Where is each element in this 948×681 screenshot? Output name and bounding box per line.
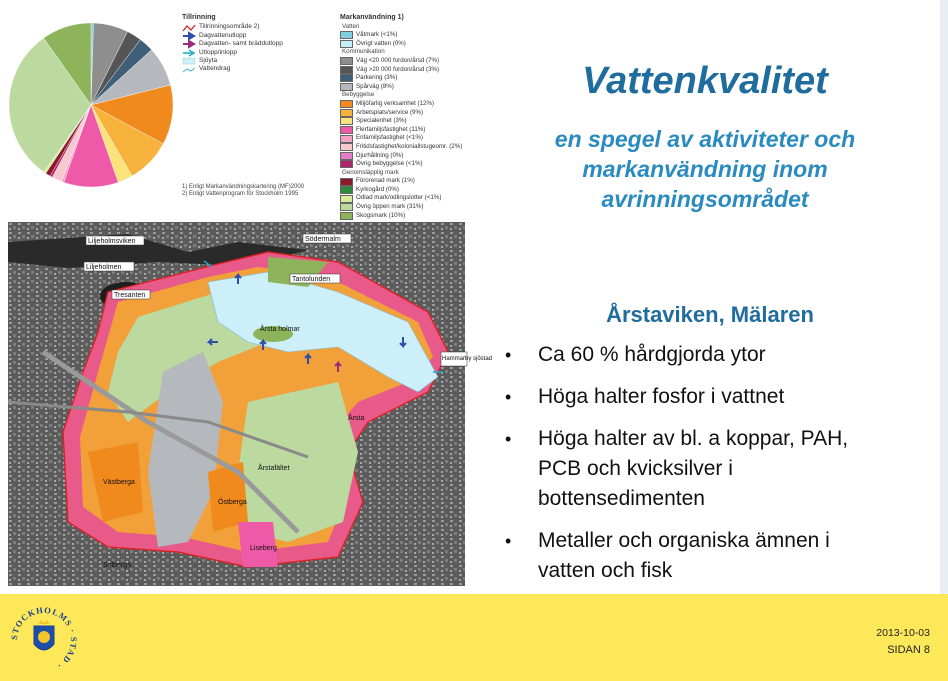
legend-label: Förorenad mark (1%)	[356, 177, 415, 185]
stockholm-stad-logo-icon	[8, 604, 80, 676]
legend-item	[340, 83, 465, 92]
slide-title: Vattenkvalitet	[582, 60, 828, 102]
legend-swatch	[340, 126, 353, 134]
legend-item	[340, 143, 465, 152]
legend-item	[340, 160, 465, 169]
legend-item	[182, 57, 332, 65]
bullet-dot-icon: •	[505, 429, 512, 449]
legend-group-heading: Vatten	[342, 22, 360, 30]
bullet-text: PCB och kvicksilver i	[538, 457, 733, 480]
legend-swatch	[340, 31, 353, 39]
legend-label: Skogsmark (10%)	[356, 211, 406, 219]
legend-label: Djurhållning (0%)	[356, 151, 404, 159]
legend-swatch	[340, 203, 353, 211]
bullet-text: bottensedimenten	[538, 487, 705, 510]
legend-label: Fritidsfastighet/koloniallstugeomr. (2%)	[356, 142, 463, 150]
map-label-sodermalm: Södermalm	[305, 236, 341, 243]
legend-label: Dagvattenutlopp	[199, 31, 247, 39]
catchment-map	[8, 222, 493, 586]
bullet-text: Metaller och organiska ämnen i	[538, 529, 830, 552]
legend-item	[340, 57, 465, 66]
map-label-tresanten: Tresanten	[114, 292, 146, 299]
inflow-legend	[182, 14, 332, 74]
land-use-pie-chart	[8, 22, 174, 188]
legend-label: Spårväg (8%)	[356, 82, 394, 90]
legend-item	[340, 194, 465, 203]
map-label-hammarby: Hammarby sjöstad	[442, 356, 493, 362]
legend-group-heading: Genomsläpplig mark	[342, 168, 399, 176]
legend-label: Övrig öppen mark (31%)	[356, 203, 424, 211]
legend-label: Arbetsplats/service (9%)	[356, 108, 424, 116]
legend-item	[182, 40, 332, 48]
bullet-item	[500, 382, 930, 412]
bullet-list	[500, 340, 930, 598]
bullet-item	[500, 526, 930, 586]
legend-item	[340, 109, 465, 118]
legend-item	[340, 134, 465, 143]
legend-label: Odlad mark/odlingslotter (<1%)	[356, 194, 442, 202]
legend-item	[340, 186, 465, 195]
legend-swatch	[340, 57, 353, 65]
arstafaltet-field	[238, 382, 358, 542]
legend-item	[182, 32, 332, 40]
legend-swatch	[340, 74, 353, 82]
legend-swatch	[340, 40, 353, 48]
slide-page-number: SIDAN 8	[887, 644, 930, 656]
legend-item	[340, 31, 465, 40]
bullet-text: vatten och fisk	[538, 559, 673, 582]
legend-group-heading: Kommunikation	[342, 48, 385, 56]
bullet-item	[500, 424, 930, 514]
map-label-liseberg: Liseberg	[250, 545, 277, 552]
legend-swatch	[340, 152, 353, 160]
slide-subtitle	[500, 124, 910, 214]
legend-item	[340, 212, 465, 221]
legend-label: Utlopp/inlopp	[199, 48, 237, 56]
purple-arrow-icon	[182, 40, 196, 48]
legend-swatch	[340, 100, 353, 108]
legend-item	[182, 65, 332, 73]
legend-label: Väg >20 000 fordon/årsd (3%)	[356, 65, 440, 73]
map-label-ostberga: Östberga	[218, 499, 247, 506]
legend-label: Miljöfarlig verksamhet (12%)	[356, 99, 435, 107]
legend-group-heading: Bebyggelse	[342, 91, 375, 99]
legend-label: Sjöyta	[199, 57, 218, 65]
map-label-vastberga: Västberga	[103, 479, 135, 486]
legend-swatch	[340, 135, 353, 143]
bullet-dot-icon: •	[505, 387, 512, 407]
map-label-arsta: Årsta	[348, 415, 365, 422]
logo-text: STOCKHOLMS · STAD ·	[8, 604, 80, 672]
legend-label: Enfamiljsfastighet (<1%)	[356, 134, 423, 142]
right-edge	[940, 0, 948, 594]
footnote: 1) Enligt Markanvändningskartering (MF)2000	[182, 184, 305, 190]
legend-item	[340, 40, 465, 49]
legend-item	[340, 66, 465, 75]
legend-item	[340, 177, 465, 186]
subtitle-line: markanvändning inom	[582, 156, 828, 182]
legend-swatch	[340, 178, 353, 186]
legend-swatch	[340, 212, 353, 220]
bullet-dot-icon: •	[505, 531, 512, 551]
legend-label: Övrig bebyggelse (<1%)	[356, 160, 423, 168]
inflow-legend-title: Tillrinning	[182, 14, 216, 21]
legend-item	[182, 49, 332, 57]
footnote: 2) Enligt Vattenprogram för Stockholm 1995	[182, 191, 299, 197]
legend-label: Flerfamiljsfastighet (11%)	[356, 125, 426, 133]
map-label-liljeholmen: Liljeholmen	[86, 264, 122, 271]
stream-line-icon	[182, 66, 196, 74]
legend-label: Väg <20 000 fordon/årsd (7%)	[356, 56, 440, 64]
subtitle-line: en spegel av aktiviteter och	[554, 126, 856, 152]
legend-item	[340, 117, 465, 126]
legend-swatch	[340, 160, 353, 168]
legend-label: Specialenhet (3%)	[356, 117, 407, 125]
legend-label: Parkering (3%)	[356, 74, 398, 82]
subtitle-line: avrinningsområdet	[601, 186, 809, 212]
legend-swatch	[340, 143, 353, 151]
bullet-dot-icon: •	[505, 345, 512, 365]
legend-swatch	[340, 117, 353, 125]
legend-swatch	[340, 66, 353, 74]
bullet-text: Ca 60 % hårdgjorda ytor	[538, 343, 766, 366]
legend-item	[340, 74, 465, 83]
legend-label: Tillrinningsområde 2)	[199, 23, 260, 31]
footnotes	[182, 184, 304, 198]
legend-label: Dagvatten- samt bräddutlopp	[199, 40, 283, 48]
legend-label: Kyrkogård (0%)	[356, 185, 399, 193]
legend-label: Våtmark (<1%)	[356, 31, 398, 39]
slide-date: 2013-10-03	[876, 627, 930, 639]
cyan-arrow-icon	[182, 49, 196, 57]
legend-item	[182, 23, 332, 31]
land-use-legend-title: Markanvändning 1)	[340, 14, 404, 21]
map-label-tantolunden: Tantolunden	[292, 276, 331, 283]
lake-swatch-icon	[182, 57, 196, 65]
blue-arrow-icon	[182, 32, 196, 40]
legend-swatch	[340, 109, 353, 117]
bullet-text: Höga halter av bl. a koppar, PAH,	[538, 427, 849, 450]
map-label-liljeholmsviken: Liljeholmsviken	[88, 238, 136, 245]
legend-label: Vattendrag	[199, 65, 231, 73]
legend-swatch	[340, 195, 353, 203]
red-line-icon	[182, 24, 196, 32]
legend-swatch	[340, 83, 353, 91]
legend-swatch	[340, 186, 353, 194]
legend-label: Övrigt vatten (0%)	[356, 39, 406, 47]
land-use-legend	[340, 14, 465, 220]
footer-band	[0, 594, 948, 681]
bullet-item	[500, 340, 930, 370]
legend-item	[340, 126, 465, 135]
bullet-text: Höga halter fosfor i vattnet	[538, 385, 785, 408]
legend-item	[340, 100, 465, 109]
location-heading: Årstaviken, Mälaren	[606, 302, 814, 327]
map-label-arsta-holmar: Årsta holmar	[260, 326, 300, 333]
legend-item	[340, 152, 465, 161]
legend-item	[340, 203, 465, 212]
map-label-arstafaltet: Årstafältet	[258, 465, 290, 472]
map-label-solberga: Solberga	[103, 562, 132, 569]
